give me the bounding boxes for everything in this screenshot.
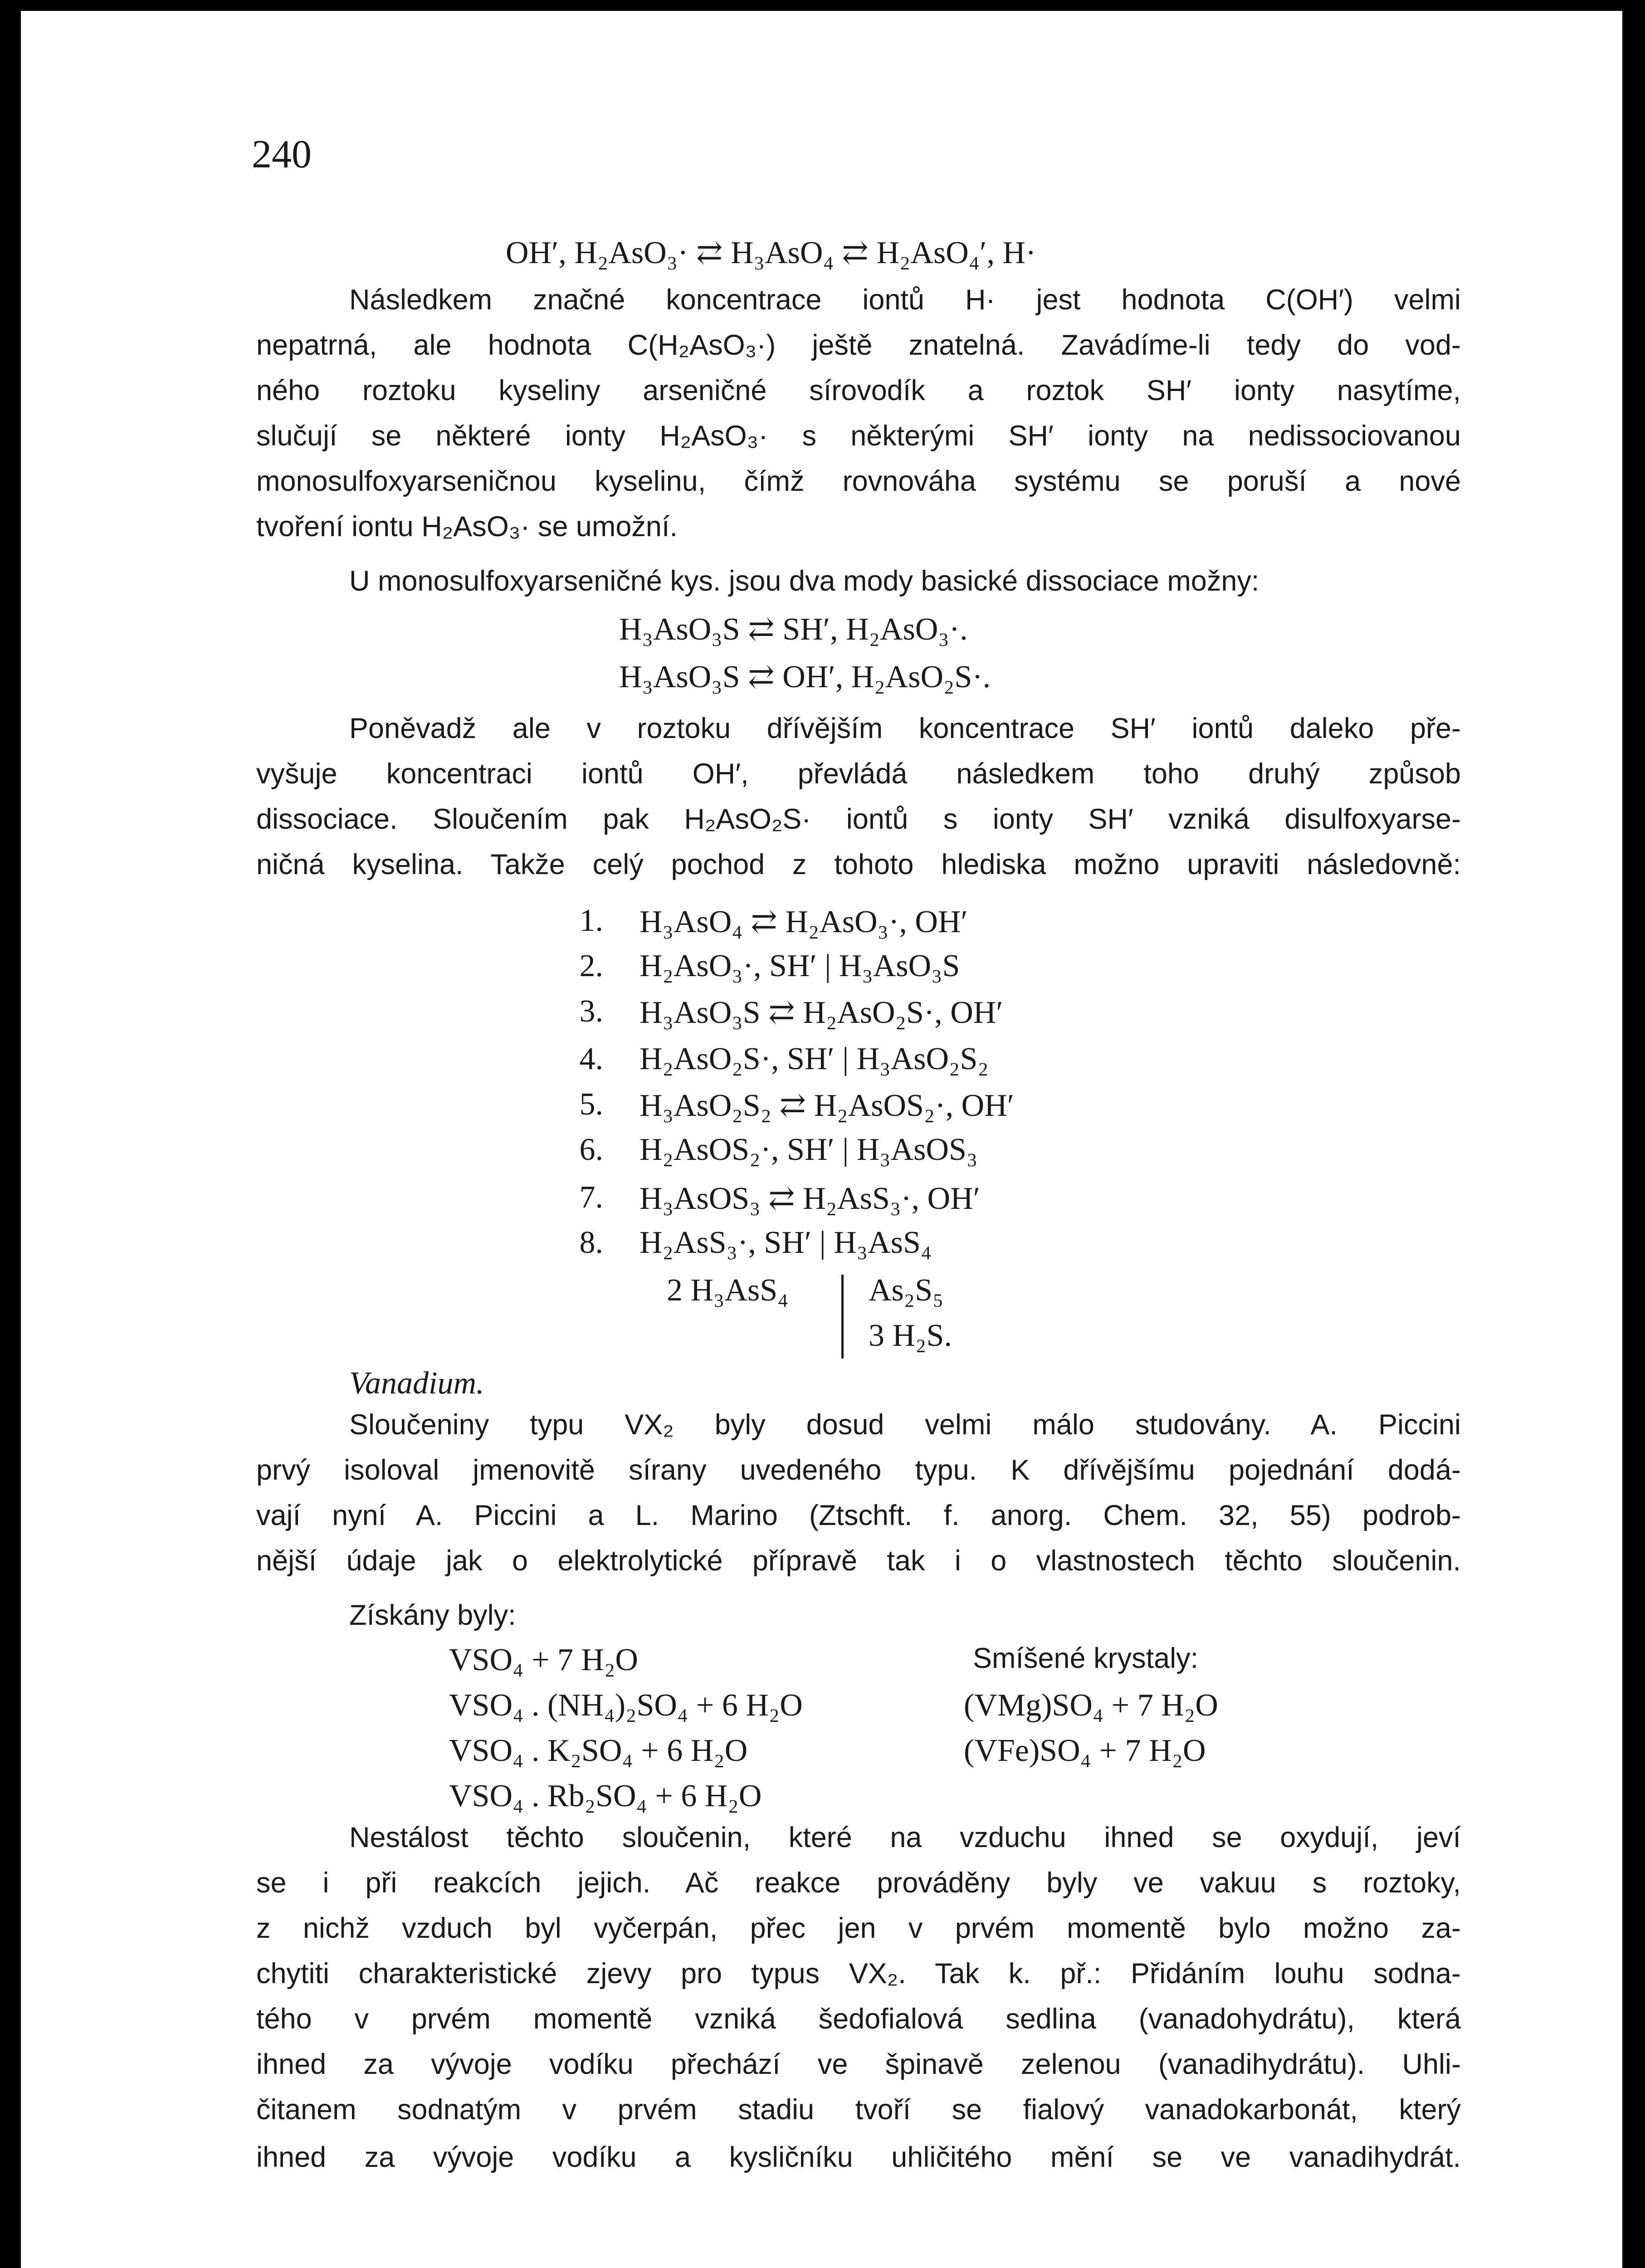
paragraph5-line: Nestálost těchto sloučenin, které na vzduchu ihned se oxydují, jeví [349, 1822, 1461, 1853]
paragraph3-line: Poněvadž ale v roztoku dřívějším koncentrace SH′ iontů daleko pře- [349, 713, 1461, 744]
step-number: 7. [579, 1180, 603, 1215]
obtained-label: Získány byly: [349, 1599, 516, 1631]
step-number: 6. [579, 1132, 603, 1167]
paragraph5-line: čitanem sodnatým v prvém stadiu tvoří se fialový vanadokarbonát, který [256, 2094, 1461, 2126]
paragraph1-line: Následkem značné koncentrace iontů H· jest hodnota C(OH′) velmi [349, 284, 1461, 316]
step-equation: H₃AsO₃S ⇄ H₂AsO₂S·, OH′ [639, 995, 1003, 1030]
intro-equation: OH′, H₂AsO₃· ⇄ H₃AsO₄ ⇄ H₂AsO₄′, H· [506, 235, 1036, 270]
compound-left: VSO₄ . K₂SO₄ + 6 H₂O [449, 1733, 748, 1768]
paragraph5-line: se i při reakcích jejich. Ač reakce prováděny byly ve vakuu s roztoky, [256, 1867, 1461, 1899]
final-step-bracket [841, 1275, 844, 1359]
compound-left: VSO₄ . Rb₂SO₄ + 6 H₂O [449, 1779, 762, 1813]
paragraph1-line: tvoření iontu H₂AsO₃· se umožní. [256, 511, 678, 543]
compound-right: (VMg)SO₄ + 7 H₂O [964, 1688, 1218, 1723]
paragraph4-line: nější údaje jak o elektrolytické přípravě tak i o vlastnostech těchto sloučenin. [256, 1545, 1461, 1577]
dissociation-equation: H₃AsO₃S ⇄ SH′, H₂AsO₃·. [619, 612, 968, 647]
step-equation: H₂AsS₃·, SH′ | H₃AsS₄ [639, 1225, 932, 1260]
paragraph1-line: slučují se některé ionty H₂AsO₃· s některými SH′ ionty na nedissociovanou [256, 420, 1461, 452]
paragraph4-line: prvý isoloval jmenovitě sírany uvedeného typu. K dřívějšímu pojednání dodá- [256, 1454, 1461, 1486]
paragraph2: U monosulfoxyarseničné kys. jsou dva mody basické dissociace možny: [349, 565, 1259, 597]
paragraph1-line: ného roztoku kyseliny arseničné sírovodík a roztok SH′ ionty nasytíme, [256, 375, 1461, 406]
step-equation: H₂AsO₃·, SH′ | H₃AsO₃S [639, 948, 960, 983]
step-equation: H₃AsO₂S₂ ⇄ H₂AsOS₂·, OH′ [639, 1088, 1015, 1123]
paragraph3-line: dissociace. Sloučením pak H₂AsO₂S· iontů s ionty SH′ vzniká disulfoxyarse- [256, 803, 1461, 835]
paragraph5-line: tého v prvém momentě vzniká šedofialová sedlina (vanadohydrátu), která [256, 2003, 1461, 2035]
step-equation: H₂AsOS₂·, SH′ | H₃AsOS₃ [639, 1132, 978, 1167]
step-equation: H₃AsOS₃ ⇄ H₂AsS₃·, OH′ [639, 1181, 981, 1216]
step-number: 1. [579, 903, 603, 938]
paragraph5-line: z nichž vzduch byl vyčerpán, přec jen v prvém momentě bylo možno za- [256, 1912, 1461, 1944]
scan-border-top [0, 0, 1645, 11]
mixed-crystals-label: Smíšené krystaly: [973, 1642, 1199, 1674]
paragraph3-line: vyšuje koncentraci iontů OH′, převládá následkem toho druhý způsob [256, 758, 1461, 790]
scan-border-right [1622, 0, 1645, 2268]
paragraph1-line: nepatrná, ale hodnota C(H₂AsO₃·) ještě znatelná. Zavádíme-li tedy do vod- [256, 329, 1461, 361]
compound-right: (VFe)SO₄ + 7 H₂O [964, 1733, 1206, 1768]
final-step-left: 2 H₃AsS₄ [667, 1273, 789, 1308]
paragraph4-line: vají nyní A. Piccini a L. Marino (Ztschft. f. anorg. Chem. 32, 55) podrob- [256, 1500, 1461, 1531]
final-step-right-top: As₂S₅ [869, 1273, 944, 1308]
paragraph4-line: Sloučeniny typu VX₂ byly dosud velmi málo studovány. A. Piccini [349, 1409, 1461, 1441]
step-equation: H₃AsO₄ ⇄ H₂AsO₃·, OH′ [639, 904, 968, 939]
dissociation-equation: H₃AsO₃S ⇄ OH′, H₂AsO₂S·. [619, 660, 991, 694]
section-heading: Vanadium. [349, 1366, 484, 1401]
page-number: 240 [252, 132, 312, 176]
scan-border-left [0, 0, 21, 2268]
paragraph1-line: monosulfoxyarseničnou kyselinu, čímž rovnováha systému se poruší a nové [256, 465, 1461, 497]
step-number: 5. [579, 1087, 603, 1122]
step-number: 4. [579, 1041, 603, 1076]
compound-left: VSO₄ + 7 H₂O [449, 1642, 638, 1677]
paragraph5-line: ihned za vývoje vodíku a kysličníku uhličitého mění se ve vanadihydrát. [256, 2141, 1461, 2173]
paragraph5-line: ihned za vývoje vodíku přechází ve špinavě zelenou (vanadihydrátu). Uhli- [256, 2048, 1461, 2080]
step-number: 2. [579, 948, 603, 983]
step-equation: H₂AsO₂S·, SH′ | H₃AsO₂S₂ [639, 1041, 989, 1076]
paragraph3-line: ničná kyselina. Takže celý pochod z tohoto hlediska možno upraviti následovně: [256, 849, 1461, 880]
step-number: 3. [579, 994, 603, 1029]
final-step-right-bottom: 3 H₂S. [869, 1318, 952, 1353]
paragraph5-line: chytiti charakteristické zjevy pro typus VX₂. Tak k. př.: Přidáním louhu sodna- [256, 1958, 1461, 1989]
compound-left: VSO₄ . (NH₄)₂SO₄ + 6 H₂O [449, 1688, 803, 1723]
step-number: 8. [579, 1225, 603, 1260]
